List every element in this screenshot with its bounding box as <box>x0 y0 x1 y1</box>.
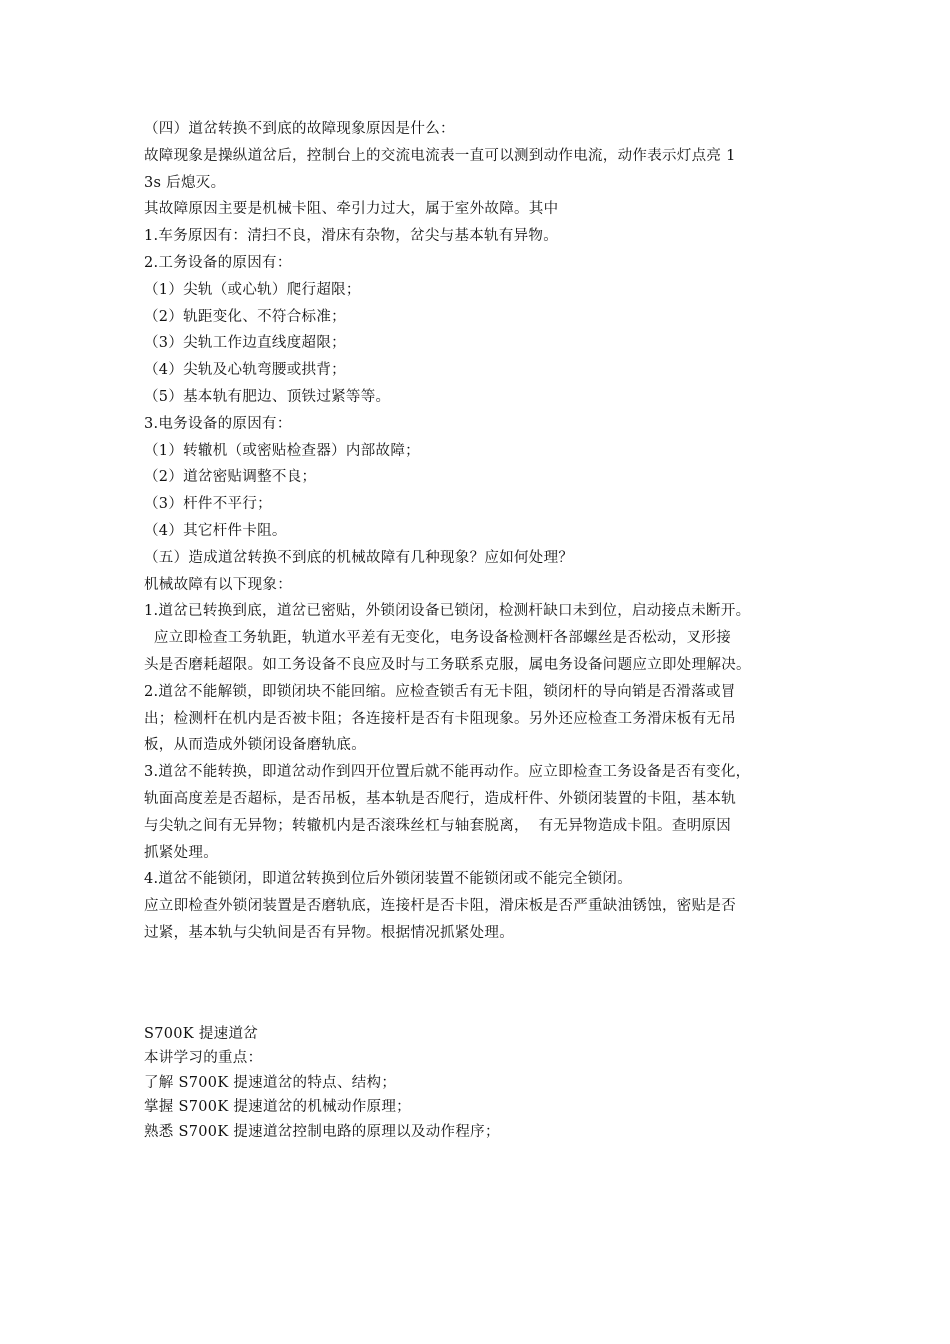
paragraph-line: 故障现象是操纵道岔后，控制台上的交流电流表一直可以测到动作电流，动作表示灯点亮 1 <box>144 147 736 164</box>
paragraph-line: 应立即检查工务轨距，轨道水平差有无变化，电务设备检测杆各部螺丝是否松动，叉形接 <box>144 630 732 647</box>
question-five-heading: （五）造成道岔转换不到底的机械故障有几种现象？应如何处理？ <box>144 549 574 566</box>
sub-list-item: （1）尖轨（或心轨）爬行超限； <box>144 281 361 298</box>
list-item: 熟悉 S700K 提速道岔控制电路的原理以及动作程序； <box>144 1124 500 1141</box>
list-item: 掌握 S700K 提速道岔的机械动作原理； <box>144 1099 411 1116</box>
sub-list-item: （4）其它杆件卡阻。 <box>144 522 287 539</box>
list-item: 2.工务设备的原因有： <box>144 254 292 271</box>
sub-list-item: （3）尖轨工作边直线度超限； <box>144 335 346 352</box>
document-page <box>144 116 810 1145</box>
sub-list-item: （5）基本轨有肥边、顶铁过紧等等。 <box>144 388 391 405</box>
paragraph-line: 3s 后熄灭。 <box>144 174 226 191</box>
sub-list-item: （1）转辙机（或密贴检查器）内部故障； <box>144 442 420 459</box>
paragraph-line: 板，从而造成外锁闭设备磨轨底。 <box>144 737 366 754</box>
s700k-section <box>144 1022 810 1145</box>
section-title: S700K 提速道岔 <box>144 1025 259 1042</box>
paragraph-line: 出；检测杆在机内是否被卡阻；各连接杆是否有卡阻现象。另外还应检查工务滑床板有无吊 <box>144 710 736 727</box>
list-item: 1.车务原因有：清扫不良，滑床有杂物，岔尖与基本轨有异物。 <box>144 228 559 245</box>
list-item: 3.道岔不能转换，即道岔动作到四开位置后就不能再动作。应立即检查工务设备是否有变化， <box>144 764 751 781</box>
list-item: 2.道岔不能解锁，即锁闭块不能回缩。应检查锁舌有无卡阻，锁闭杆的导向销是否滑落或冒 <box>144 683 736 700</box>
sub-list-item: （4）尖轨及心轨弯腰或拱背； <box>144 362 346 379</box>
list-item: 1.道岔已转换到底，道岔已密贴，外锁闭设备已锁闭，检测杆缺口未到位，启动接点未断开。 <box>144 603 751 620</box>
sub-list-item: （2）道岔密贴调整不良； <box>144 469 317 486</box>
paragraph-line: 抓紧处理。 <box>144 844 218 861</box>
list-item: 了解 S700K 提速道岔的特点、结构； <box>144 1074 397 1091</box>
paragraph-line: 应立即检查外锁闭装置是否磨轨底，连接杆是否卡阻，滑床板是否严重缺油锈蚀，密贴是否 <box>144 898 736 915</box>
question-four-heading: （四）道岔转换不到底的故障现象原因是什么： <box>144 121 455 137</box>
paragraph-line: 头是否磨耗超限。如工务设备不良应及时与工务联系克服，属电务设备问题应立即处理解决。 <box>144 656 751 673</box>
sub-list-item: （2）轨距变化、不符合标准； <box>144 308 346 325</box>
fault-analysis-section <box>144 116 810 947</box>
paragraph-line: 其故障原因主要是机械卡阻、牵引力过大，属于室外故障。其中 <box>144 201 559 218</box>
paragraph-line: 机械故障有以下现象： <box>144 576 292 593</box>
paragraph-line: 本讲学习的重点： <box>144 1050 263 1067</box>
list-item: 4.道岔不能锁闭，即道岔转换到位后外锁闭装置不能锁闭或不能完全锁闭。 <box>144 871 633 888</box>
paragraph-line: 与尖轨之间有无异物；转辙机内是否滚珠丝杠与轴套脱离， 有无异物造成卡阻。查明原因 <box>144 817 732 834</box>
paragraph-line: 过紧，基本轨与尖轨间是否有异物。根据情况抓紧处理。 <box>144 924 514 941</box>
sub-list-item: （3）杆件不平行； <box>144 496 272 513</box>
section-spacer <box>144 947 810 1022</box>
paragraph-line: 轨面高度差是否超标，是否吊板，基本轨是否爬行，造成杆件、外锁闭装置的卡阻，基本轨 <box>144 790 736 807</box>
list-item: 3.电务设备的原因有： <box>144 415 292 432</box>
